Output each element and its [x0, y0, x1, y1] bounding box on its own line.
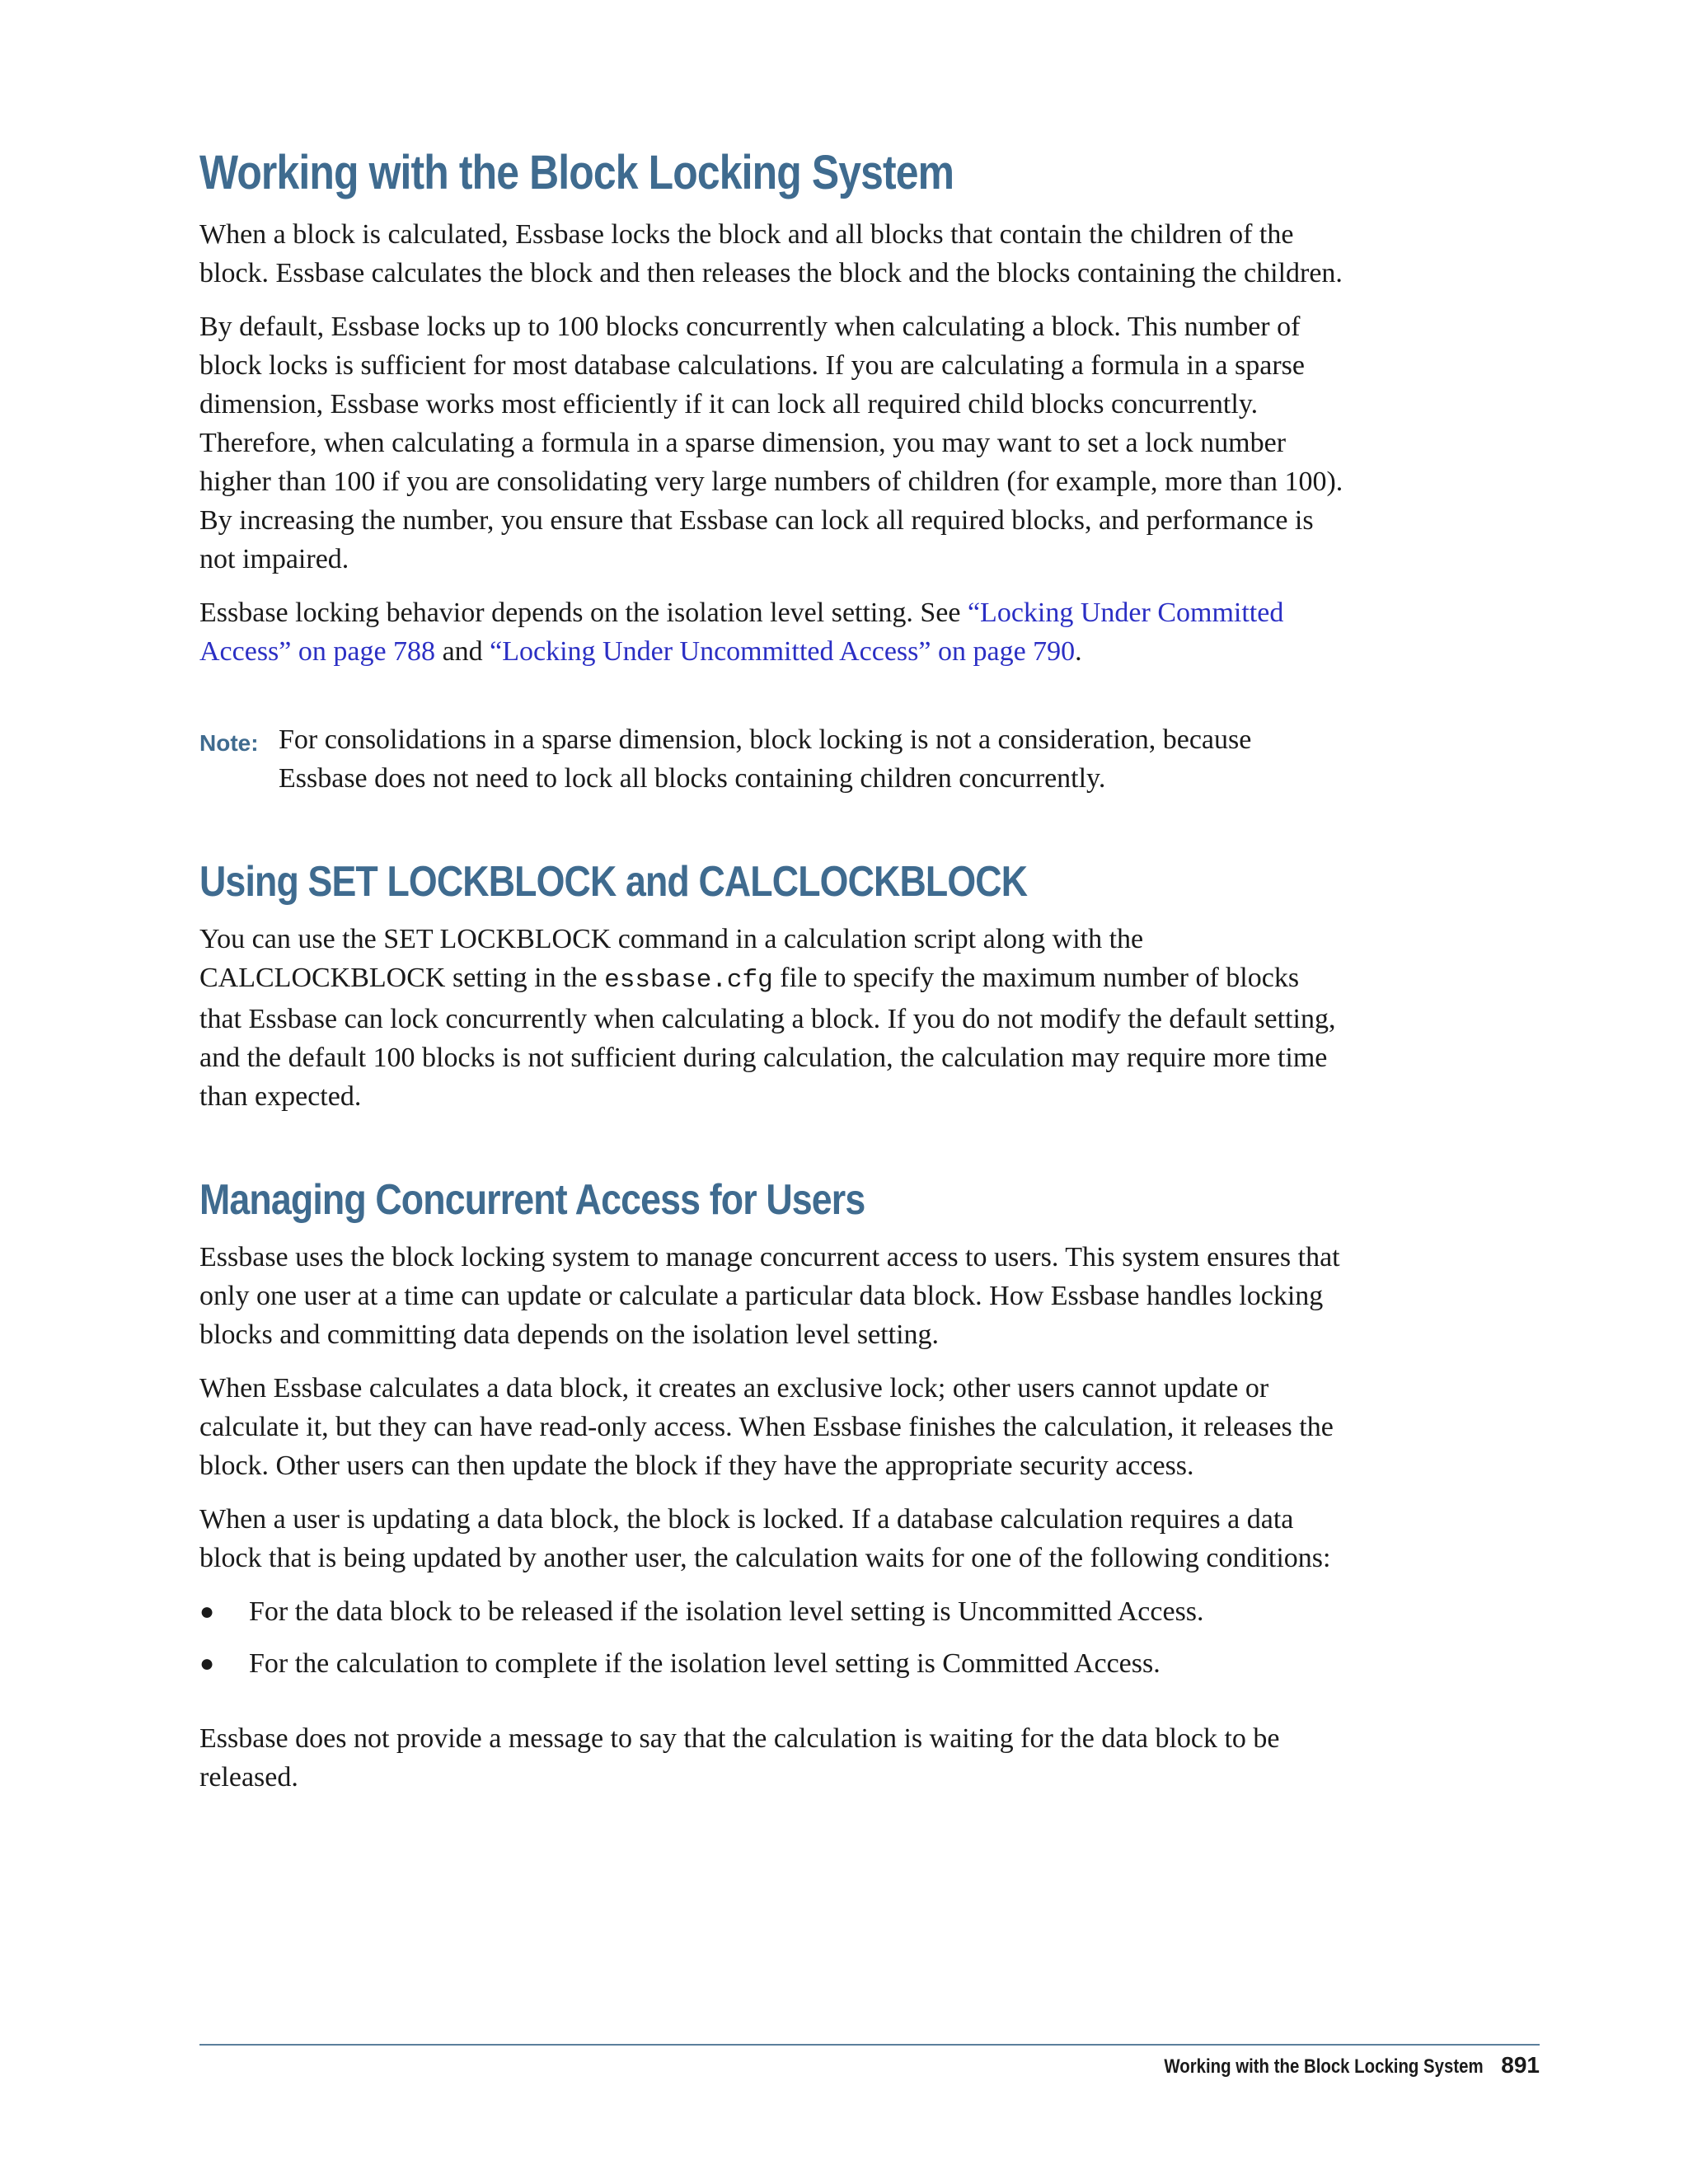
text-span: and [435, 636, 490, 667]
text-span: You can use the SET LOCKBLOCK command in a calculation script along with the CALCLOCKBLOCK setting in the [199, 924, 1144, 993]
section-heading-lockblock: Using SET LOCKBLOCK and CALCLOCKBLOCK [199, 858, 1028, 906]
link-committed-access[interactable]: “Locking Under Committed Access” on page 788 [199, 598, 1284, 667]
note-text: For consolidations in a sparse dimension, block locking is not a consideration, because Essbase does not need to lock all blocks containing children concurrently. [279, 724, 1252, 794]
list-item [199, 1644, 1345, 1683]
section-heading-block-locking: Working with the Block Locking System [199, 146, 954, 199]
list-item [199, 1592, 1345, 1631]
page-number: 891 [1501, 2052, 1540, 2078]
paragraph: When Essbase calculates a data block, it creates an exclusive lock; other users cannot update or calculate it, but they can have read-only access. When Essbase finishes the calculation, it releases the block. Other users can then update the block if they have the appropriate security access. [199, 1373, 1334, 1481]
conditions-list [199, 1592, 1345, 1683]
note-box [199, 720, 1345, 798]
text-span: file to specify the maximum number of blocks that Essbase can lock concurrently when calculating a block. If you do not modify the default setting, and the default 100 blocks is not sufficient during calculation, the calculation may require more time than expected. [199, 963, 1336, 1112]
note-label: Note: [199, 730, 259, 756]
section-lockblock [199, 855, 1345, 1116]
paragraph: By default, Essbase locks up to 100 blocks concurrently when calculating a block. This number of block locks is sufficient for most database calculations. If you are calculating a formula in a sparse dimension, Essbase works most efficiently if it can lock all required child blocks concurrently. Therefore, when calculating a formula in a sparse dimension, you may want to set a lock number higher than 100 if you are consolidating very large numbers of children (for example, more than 100). By increasing the number, you ensure that Essbase can lock all required blocks, and performance is not impaired. [199, 312, 1343, 574]
config-filename: essbase.cfg [604, 966, 773, 995]
paragraph: When a user is updating a data block, the block is locked. If a database calculation requires a data block that is being updated by another user, the calculation waits for one of the following conditions: [199, 1504, 1331, 1573]
footer-title: Working with the Block Locking System [1164, 2055, 1484, 2078]
bullet-icon: ● [199, 1598, 215, 1625]
text-span: Essbase locking behavior depends on the isolation level setting. See [199, 598, 968, 628]
footer-divider [199, 2044, 1540, 2046]
paragraph: When a block is calculated, Essbase locks the block and all blocks that contain the children of the block. Essbase calculates the block and then releases the block and the blocks containing the children. [199, 219, 1343, 288]
list-item-text: For the calculation to complete if the isolation level setting is Committed Access. [249, 1648, 1160, 1679]
link-uncommitted-access[interactable]: “Locking Under Uncommitted Access” on page 790 [490, 636, 1076, 667]
section-heading-concurrent-access: Managing Concurrent Access for Users [199, 1176, 865, 1224]
paragraph: Essbase uses the block locking system to manage concurrent access to users. This system ensures that only one user at a time can update or calculate a particular data block. How Essbase handles locking blocks and committing data depends on the isolation level setting. [199, 1242, 1340, 1350]
list-item-text: For the data block to be released if the isolation level setting is Uncommitted Access. [249, 1596, 1204, 1627]
text-span: . [1075, 636, 1082, 667]
paragraph-with-links [199, 593, 1345, 671]
section-concurrent-access [199, 1174, 1345, 1797]
page-content [199, 144, 1345, 1811]
page-footer [1108, 2052, 1540, 2079]
bullet-icon: ● [199, 1650, 215, 1677]
paragraph: Essbase does not provide a message to say that the calculation is waiting for the data block to be released. [199, 1723, 1280, 1793]
paragraph-with-code [199, 920, 1345, 1116]
